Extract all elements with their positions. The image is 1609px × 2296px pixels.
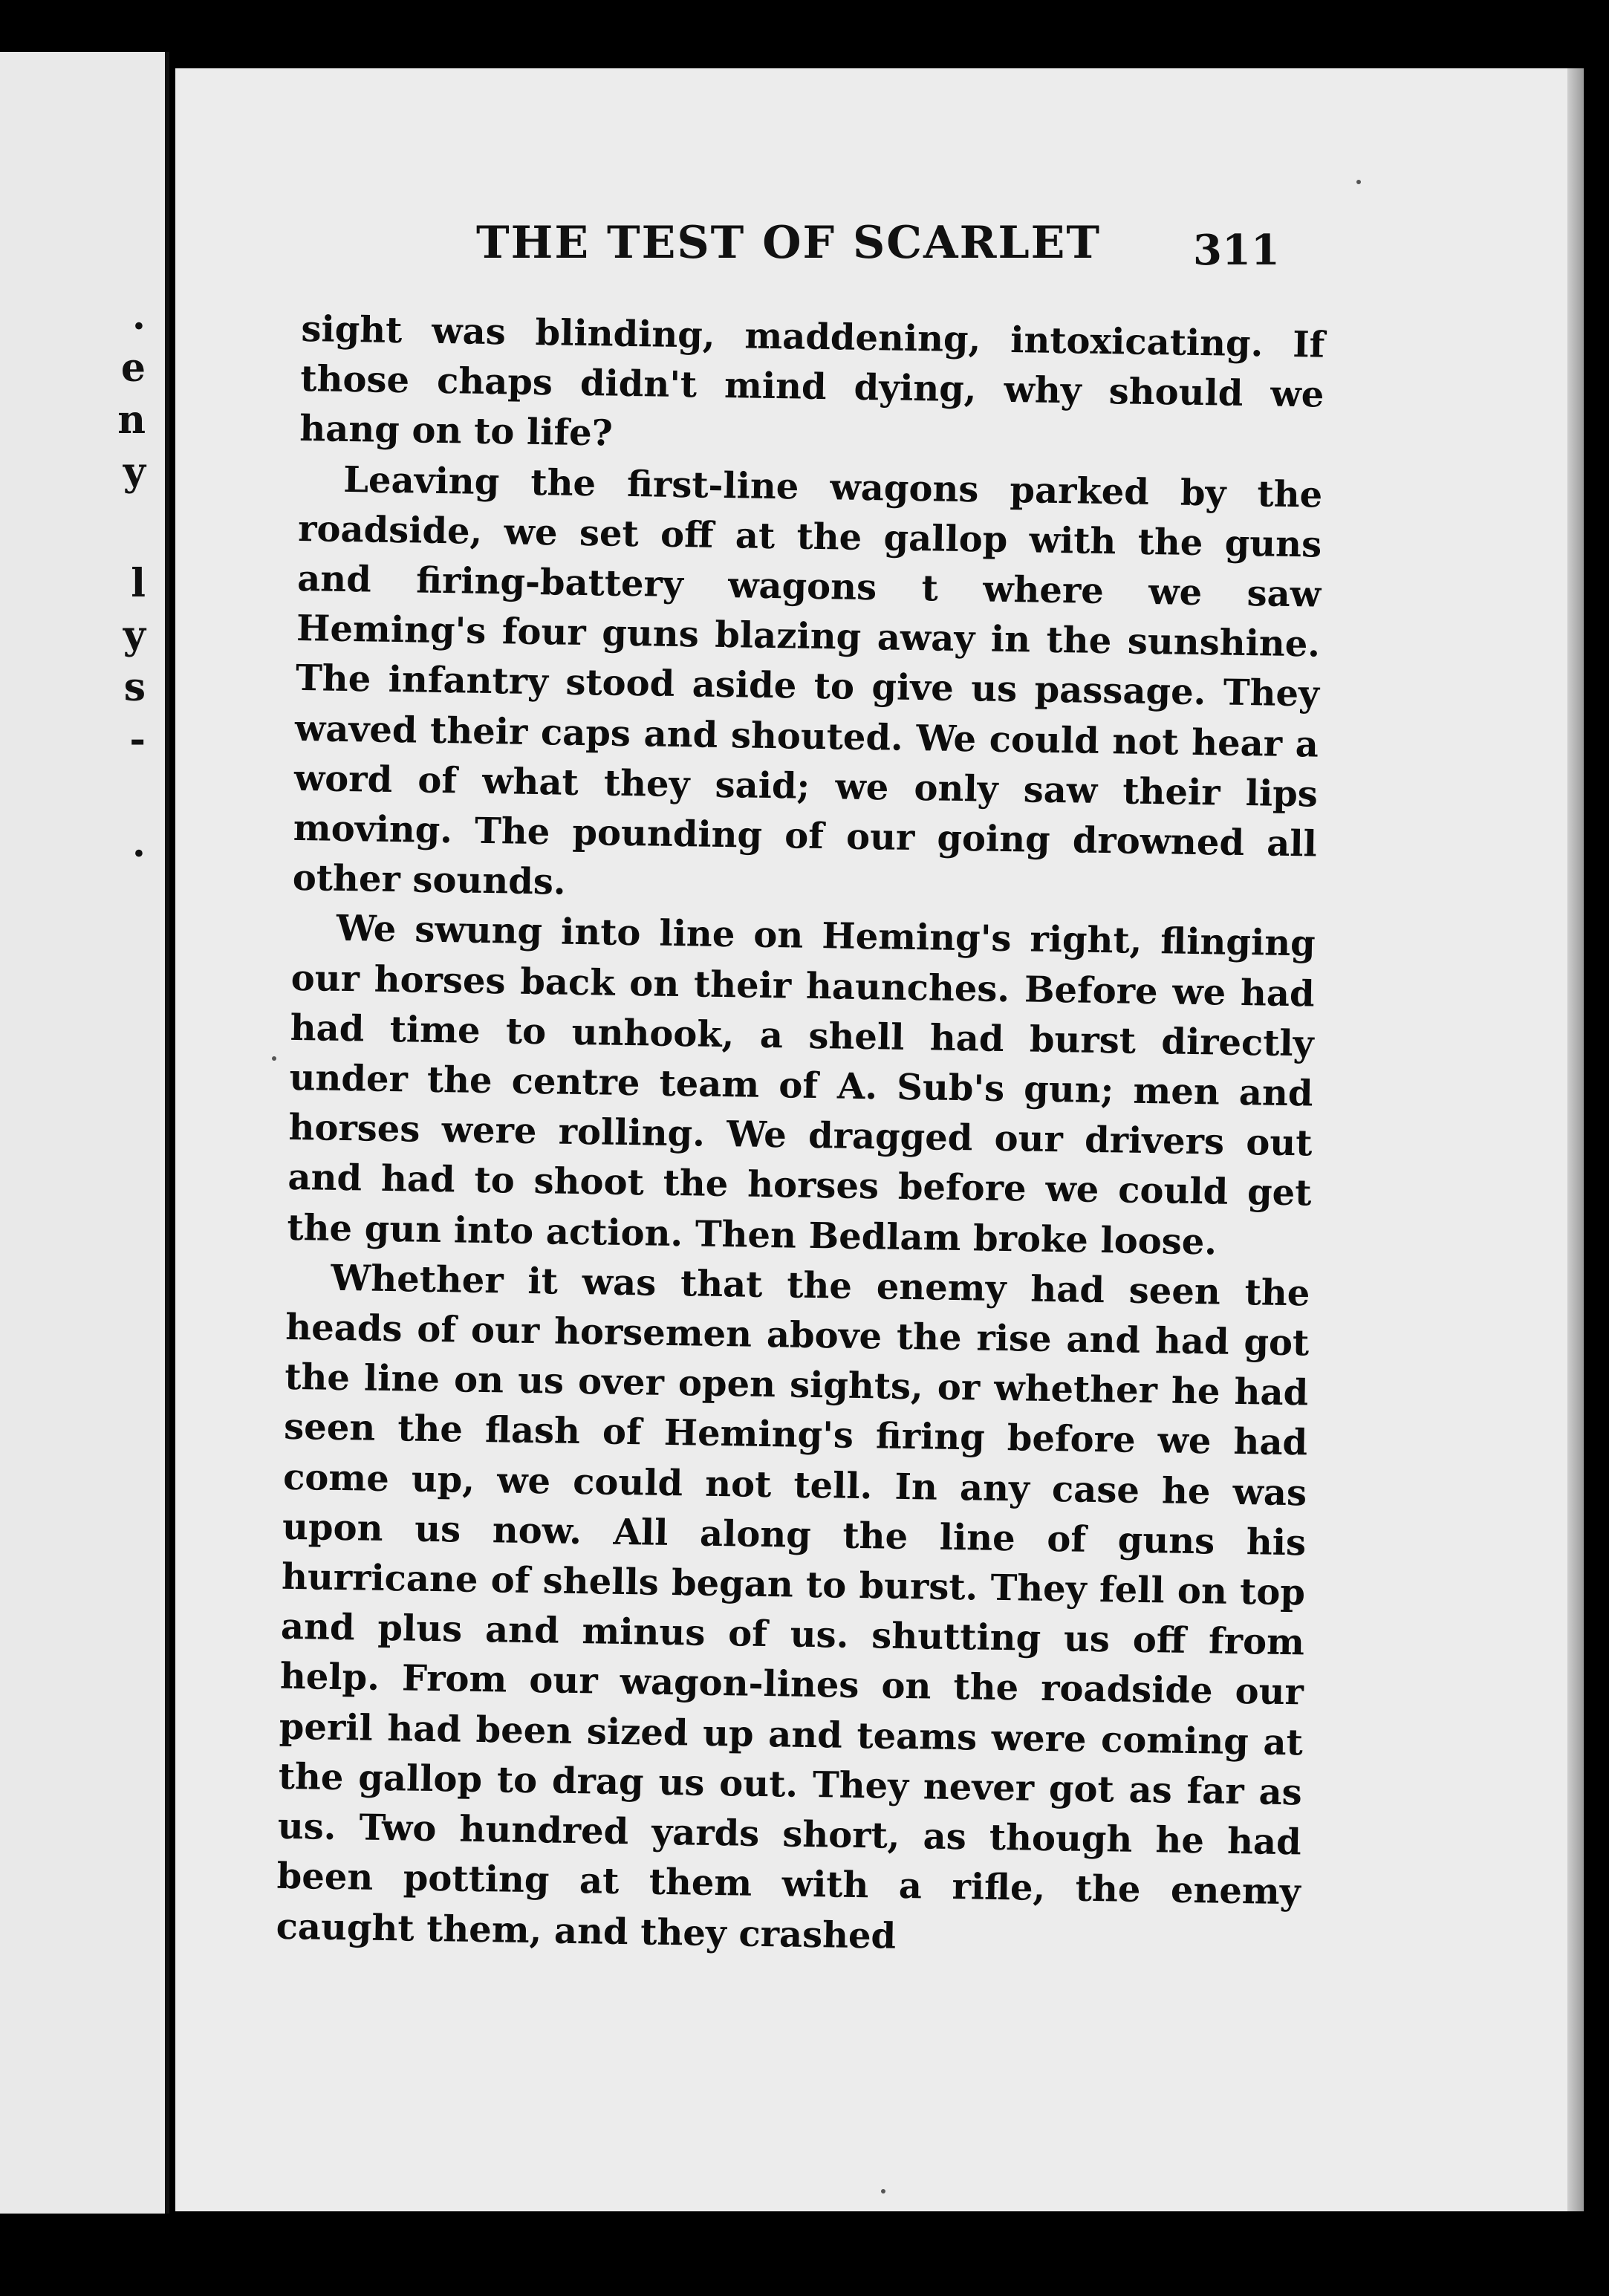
- paragraph: sight was blinding, maddening, intoxicating. If those chaps didn't mind dying, why should we hang on to life?: [299, 308, 1325, 455]
- paragraph: Whether it was that the enemy had seen the heads of our horsemen above the rise and had got the line on us over open sights, or whether he had seen the flash of Heming's firing before we had come up, we could not tell. In any case he was upon us now. All along the line of guns his hurricane of shells began to burst. They fell on top and plus and minus of us. shutting us off from help. From our wagon-lines on the roadside our peril had been sized up and teams were coming at the gallop to drag us out. They never got as far as us. Two hundred yards short, as though he had been potting at them with a rifle, the enemy caught them, and they crashed: [276, 1257, 1310, 1957]
- facing-page-fragment: .: [131, 293, 146, 339]
- running-head: THE TEST OF SCARLET: [476, 217, 1102, 269]
- facing-page-fragment: -: [129, 717, 146, 762]
- facing-page-fragment: s: [123, 665, 146, 710]
- paragraph: We swung into line on Heming's right, flinging our horses back on their haunches. Before we had had time to unhook, a shell had burst directly under the centre team of A. Sub's gun; men and horses were rolling. We dragged our drivers out and had to shoot the horses before we could get the gun into action. Then Bedlam broke loose.: [287, 908, 1316, 1264]
- facing-page-fragment: n: [117, 397, 146, 443]
- paragraph: Leaving the first-line wagons parked by the roadside, we set off at the gallop with the guns and firing-battery wagons t where we saw Heming's four guns blazing away in the sunshine. The infantry stood aside to give us passage. They waved their caps and shouted. We could not hear a word of what they said; we only saw their lips moving. The pounding of our going drowned all other sounds.: [292, 458, 1323, 903]
- body-text: [276, 305, 1325, 1968]
- page-edge-shadow: [1567, 68, 1584, 2211]
- facing-page-fragment: y: [123, 449, 146, 495]
- facing-page-fragment: .: [131, 821, 146, 866]
- paper-speck: [272, 1056, 276, 1061]
- paper-speck: [1356, 180, 1361, 184]
- facing-page-fragment: l: [131, 561, 146, 606]
- paper-speck: [881, 2189, 885, 2193]
- page-number: 311: [1193, 226, 1280, 275]
- facing-page-fragment: e: [120, 345, 146, 391]
- page-header: [175, 217, 1584, 306]
- facing-page-fragment: y: [123, 613, 146, 658]
- facing-page: [0, 52, 169, 2214]
- book-page: [175, 68, 1584, 2211]
